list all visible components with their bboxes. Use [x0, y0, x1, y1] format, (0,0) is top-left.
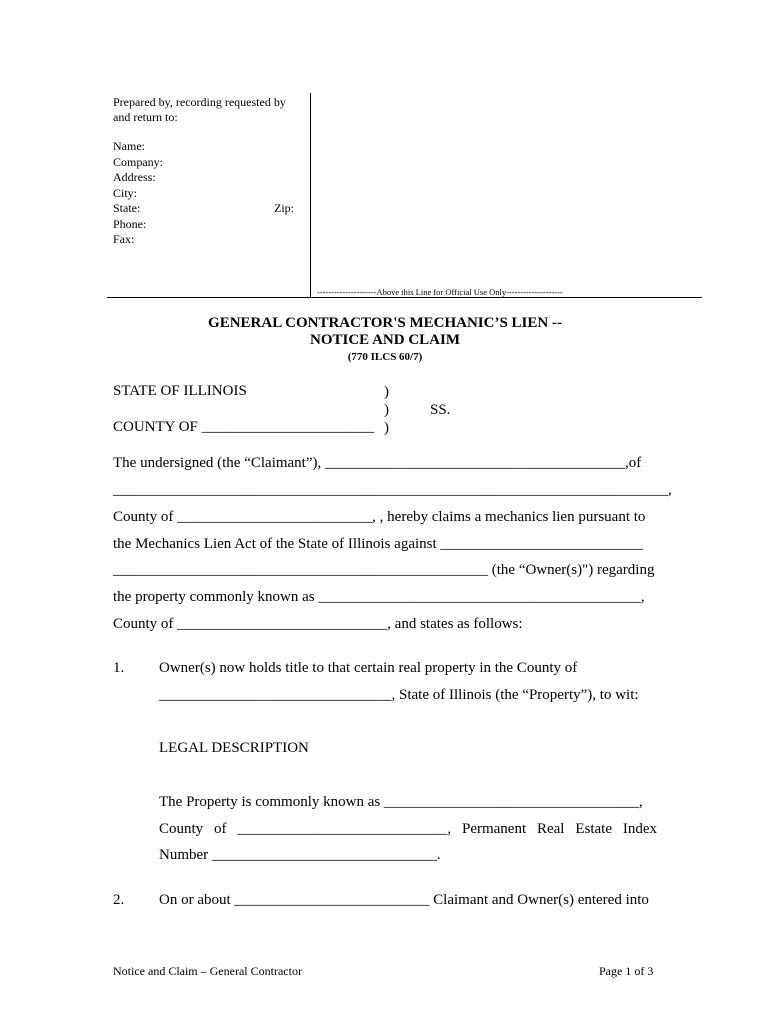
box-divider-vertical: [310, 93, 311, 297]
item-2-line-1: On or about __________________________ Claimant and Owner(s) entered into: [159, 892, 649, 908]
item-2-number: 2.: [113, 892, 125, 908]
company-label: Company:: [113, 155, 163, 169]
intro-line-7: County of ____________________________, and states as follows:: [113, 616, 523, 632]
item-1-pin-line: Number ______________________________.: [159, 847, 441, 863]
intro-line-1: The undersigned (the “Claimant”), ________________________________________,of: [113, 455, 642, 471]
official-use-notice: ---------------------Above this Line for Official Use Only--------------------: [317, 287, 563, 297]
venue-county: COUNTY OF _______________________: [113, 419, 375, 435]
legal-description-heading: LEGAL DESCRIPTION: [159, 740, 309, 756]
item-1-county-line: County of ____________________________, Permanent Real Estate Index: [159, 821, 657, 837]
document-title-line1: GENERAL CONTRACTOR'S MECHANIC’S LIEN --: [208, 315, 562, 331]
prepared-by-line2: and return to:: [113, 110, 178, 124]
item-1-known-as: The Property is commonly known as __________________________________,: [159, 794, 643, 810]
footer-left: Notice and Claim – General Contractor: [113, 964, 302, 978]
venue-state: STATE OF ILLINOIS: [113, 383, 247, 399]
venue-ss: SS.: [430, 402, 451, 418]
intro-line-3: County of __________________________, , hereby claims a mechanics lien pursuant to: [113, 509, 646, 525]
venue-paren-2: ): [384, 402, 389, 418]
state-label: State:: [113, 201, 141, 215]
page-number: Page 1 of 3: [599, 964, 654, 978]
intro-line-2: __________________________________________________________________________,: [113, 482, 672, 498]
fax-label: Fax:: [113, 232, 135, 246]
name-label: Name:: [113, 139, 145, 153]
item-1-number: 1.: [113, 660, 125, 676]
box-divider-horizontal: [107, 297, 702, 298]
intro-line-4: the Mechanics Lien Act of the State of Illinois against ___________________________: [113, 536, 643, 552]
item-1-line-2: _______________________________, State of Illinois (the “Property”), to wit:: [159, 687, 639, 703]
intro-line-6: the property commonly known as ___________________________________________,: [113, 589, 645, 605]
prepared-by-line1: Prepared by, recording requested by: [113, 95, 286, 109]
document-title-line2: NOTICE AND CLAIM: [309, 332, 460, 348]
address-label: Address:: [113, 170, 156, 184]
statute-citation: (770 ILCS 60/7): [347, 351, 423, 363]
phone-label: Phone:: [113, 217, 147, 231]
item-1-line-1: Owner(s) now holds title to that certain real property in the County of: [159, 660, 578, 676]
intro-line-5: __________________________________________________ (the “Owner(s)") regarding: [113, 562, 655, 578]
city-label: City:: [113, 186, 138, 200]
venue-paren-1: ): [384, 384, 389, 400]
venue-paren-3: ): [384, 420, 389, 436]
zip-label: Zip:: [274, 201, 294, 215]
